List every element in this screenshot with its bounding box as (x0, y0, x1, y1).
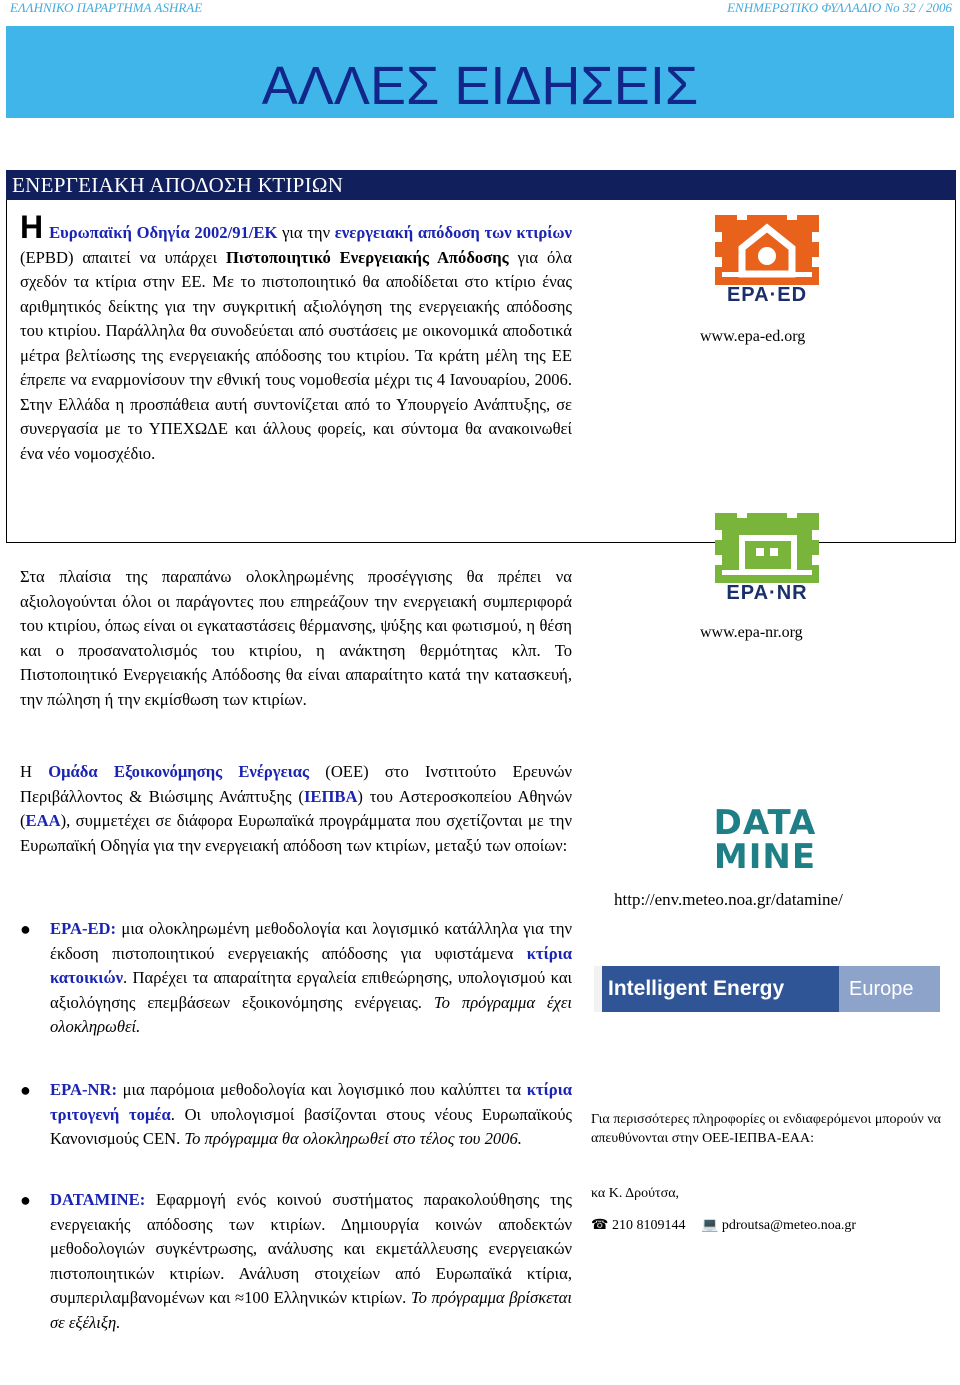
banner-title: ΑΛΛΕΣ ΕΙΔΗΣΕΙΣ (261, 56, 699, 116)
bullet-text: μια ολοκληρωμένη μεθοδολογία και λογισμικό κατάλληλα για την έκδοση πιστοποιητικού ενεργειακής απόδοσης για υφιστάμενα (50, 919, 572, 963)
p1-certificate: Πιστοποιητικό Ενεργειακής Απόδοσης (225, 247, 509, 267)
datamine-logo-icon (712, 803, 818, 877)
p3-text: Η (20, 762, 49, 781)
bullet-head: EPA-ED: (50, 919, 117, 938)
p1-text: για την (277, 223, 335, 242)
bullet-dot-icon: ● (20, 919, 31, 939)
header-right: ΕΝΗΜΕΡΩΤΙΚΟ ΦΥΛΛΑΔΙΟ Νο 32 / 2006 (727, 0, 952, 15)
bullet-text: . Παρέχει τα απαραίτητα εργαλεία επιθεώρησης, υπολογισμού και αξιολόγησης επεμβάσεων εξοικονόμησης ενέργειας. (50, 968, 572, 1012)
contact-intro: Για περισσότερες πληροφορίες οι ενδιαφερόμενοι μπορούν να απευθύνονται στην ΟΕΕ-ΙΕΠΒΑ-ΕΑΑ: (591, 1112, 941, 1146)
url-datamine[interactable]: http://env.meteo.noa.gr/datamine/ (614, 890, 843, 909)
contact-line (591, 1216, 856, 1235)
bullet-highlight: κτίρια κατοικιών (50, 943, 572, 987)
contact-phone[interactable]: 210 8109144 (611, 1218, 686, 1233)
p3-text: (ΟΕΕ) στο Ινστιτούτο Ερευνών Περιβάλλοντος & Βιώσιμης Ανάπτυξης ( (20, 762, 572, 806)
bullet-epa-nr (20, 1078, 572, 1152)
p3-text: ), συμμετέχει σε διάφορα Ευρωπαϊκά προγράμματα που σχετίζονται με την Ευρωπαϊκή Οδηγία για την ενεργειακή απόδοση των κτιρίων, μεταξύ των οποίων: (20, 811, 572, 855)
url-epa-nr[interactable]: www.epa-nr.org (700, 624, 803, 641)
p3-text: ) του Αστεροσκοπείου Αθηνών ( (20, 786, 572, 830)
computer-icon: 💻 (700, 1218, 719, 1233)
datamine-line2: MINE (713, 837, 817, 877)
bullet-head: EPA-NR: (50, 1080, 117, 1099)
paragraph-3 (20, 760, 572, 858)
p1-text: (EPBD) απαιτεί να υπάρχει (20, 247, 226, 267)
intelligent-energy-logo-icon (594, 966, 940, 1012)
p1-energy-performance: ενεργειακή απόδοση των κτιρίων (334, 223, 572, 242)
bullet-head: DATAMINE: (50, 1190, 146, 1209)
datamine-line1: DATA (713, 803, 817, 843)
bullet-status: Το πρόγραμμα έχει ολοκληρωθεί. (50, 992, 572, 1036)
bullet-dot-icon: ● (20, 1080, 31, 1100)
bullet-text: . Οι υπολογισμοί βασίζονται στους νέους Ευρωπαϊκούς Κανονισμούς CEN. (50, 1104, 572, 1148)
banner (6, 26, 954, 118)
p1-directive: Ευρωπαϊκή Οδηγία 2002/91/ΕΚ (49, 223, 278, 242)
bullet-status: Το πρόγραμμα βρίσκεται σε εξέλιξη. (50, 1288, 572, 1332)
section-title: ΕΝΕΡΓΕΙΑΚΗ ΑΠΟΔΟΣΗ ΚΤΙΡΙΩΝ (12, 173, 344, 197)
bullet-text: Ελληνικών κτιρίων. (269, 1288, 411, 1307)
header-left: ΕΛΛΗΝΙΚΟ ΠΑΡΑΡΤΗΜΑ ASHRAE (10, 0, 203, 15)
bullet-number: ≈100 (235, 1288, 270, 1307)
epa-nr-logo-icon (712, 510, 822, 585)
bullet-dot-icon: ● (20, 1190, 31, 1210)
contact-email[interactable]: pdroutsa@meteo.noa.gr (721, 1218, 857, 1233)
phone-icon: ☎ (591, 1218, 609, 1233)
bullet-highlight: κτίρια τριτογενή τομέα (50, 1080, 572, 1124)
paragraph-1 (20, 209, 572, 466)
bullet-text: Εφαρμογή ενός κοινού συστήματος παρακολούθησης της ενεργειακής απόδοσης των κτιρίων. Δημιουργία κοινών αποδεκτών μεθοδολογιών συγκέντρωσης, ανάλυσης και εκμετάλλευσης ενεργειακών πιστοποιητικών κτιρίων. Ανάλυση στοιχείων από Ευρωπαϊκά κτίρια, συμπεριλαμβανομένων και (50, 1190, 572, 1307)
epa-ed-logo-text: EPA·ED (726, 284, 808, 306)
contact-name: κα Κ. Δρούτσα, (591, 1186, 680, 1201)
paragraph-2: Στα πλαίσια της παραπάνω ολοκληρωμένης προσέγγισης θα πρέπει να αξιολογούνται όλοι οι παράγοντες που επηρεάζουν την ενεργειακή συμπεριφορά του κτιρίου, όπως είναι οι εγκαταστάσεις θέρμανσης, ψύξης και φωτισμού, η θέση και ο προσανατολισμός του κτιρίου, η ανάκτηση θερμότητας κλπ. Το Πιστοποιητικό Ενεργειακής Απόδοσης θα είναι απαραίτητο κατά την κατασκευή, την πώληση ή την εκμίσθωση των κτιρίων. (20, 567, 572, 709)
epa-nr-logo-text: EPA·NR (726, 582, 808, 604)
p3-oee: Ομάδα Εξοικονόμησης Ενέργειας (48, 762, 310, 781)
dropcap: Η (20, 209, 44, 245)
bullet-status: Το πρόγραμμα θα ολοκληρωθεί στο τέλος του 2006. (184, 1129, 522, 1148)
bullet-datamine (20, 1188, 572, 1335)
ie-europe: Europe (849, 978, 914, 1000)
url-epa-ed[interactable]: www.epa-ed.org (700, 328, 806, 345)
p3-iepva: ΙΕΠΒΑ (303, 786, 358, 806)
bullet-epa-ed (20, 917, 572, 1040)
p3-eaa: ΕΑΑ (25, 811, 61, 830)
bullet-text: μια παρόμοια μεθοδολογία και λογισμικό που καλύπτει τα (116, 1080, 527, 1099)
p1-text: για όλα σχεδόν τα κτίρια στην ΕΕ. Με το πιστοποιητικό θα αποδίδεται στο κτίριο ένας αριθμητικός δείκτης για την συγκριτική αξιολόγηση της ενεργειακής απόδοσης του κτιρίου. Παράλληλα θα συνοδεύεται από συστάσεις με οικονομικά αποδοτικά μέτρα βελτίωσης της ενεργειακής απόδοσης του κτιρίου. Τα κράτη μέλη της ΕΕ έπρεπε να εναρμονίσουν την εθνική τους νομοθεσία μέχρι τις 4 Ιανουαρίου, 2006. Στην Ελλάδα η προσπάθεια αυτή συντονίζεται από το Υπουργείο Ανάπτυξης, σε συνεργασία με το ΥΠΕΧΩΔΕ και άλλους φορείς, και σύντομα θα ανακοινωθεί ένα νέο νομοσχέδιο. (20, 247, 572, 463)
section-title-bar (6, 170, 956, 200)
ie-text: Intelligent Energy (608, 977, 785, 1000)
